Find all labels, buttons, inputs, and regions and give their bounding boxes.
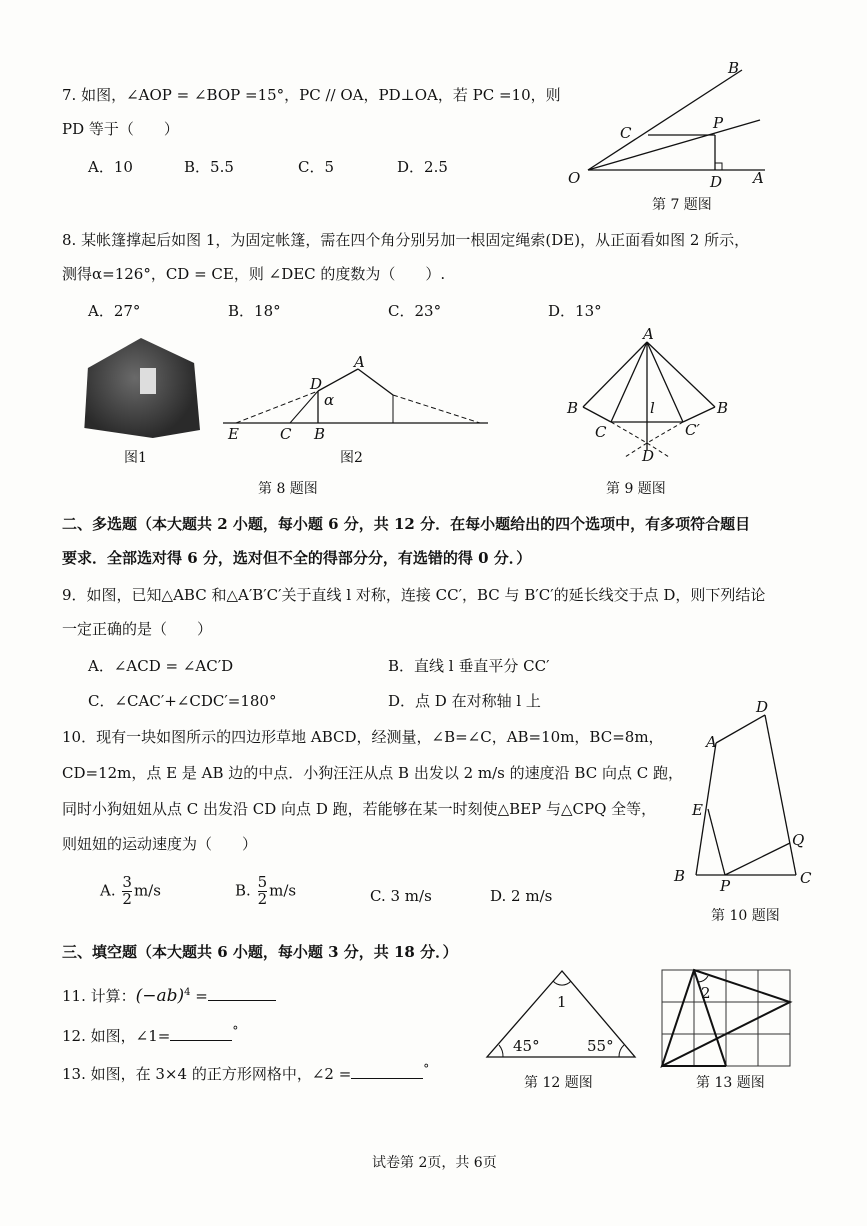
q13 bbox=[62, 1062, 429, 1084]
q8-option-d[interactable]: D．13° bbox=[548, 302, 602, 320]
q10-line3: 同时小狗妞妞从点 C 出发沿 CD 向点 D 跑，若能够在某一时刻使△BEP 与△CPQ 全等， bbox=[62, 800, 657, 818]
q7-label-b: B bbox=[728, 59, 740, 77]
q12-angle-45-label: 45° bbox=[513, 1037, 540, 1055]
q10-label-p: P bbox=[720, 877, 731, 895]
q8-fig2-figure bbox=[218, 355, 493, 445]
q9-option-b[interactable]: B．直线 l 垂直平分 CC′ bbox=[388, 657, 550, 675]
q7-label-p: P bbox=[713, 114, 724, 132]
q7-caption: 第 7 题图 bbox=[652, 197, 712, 213]
q12 bbox=[62, 1024, 238, 1046]
q13-grid-figure bbox=[660, 968, 795, 1068]
q12-answer-blank[interactable] bbox=[170, 1040, 232, 1041]
q10-label-a: A bbox=[706, 733, 717, 751]
q12-degree: ° bbox=[232, 1024, 239, 1038]
q8-option-b[interactable]: B．18° bbox=[228, 302, 281, 320]
q10-figure bbox=[670, 695, 820, 895]
q8-caption: 第 8 题图 bbox=[258, 481, 318, 497]
q13-prefix: 13. 如图，在 3×4 的正方形网格中，∠2 = bbox=[62, 1065, 352, 1083]
q11-answer-blank[interactable] bbox=[208, 1000, 276, 1001]
q10-line1: 10．现有一块如图所示的四边形草地 ABCD，经测量，∠B=∠C，AB=10m，BC=8m， bbox=[62, 728, 664, 746]
q10-label-e: E bbox=[692, 801, 703, 819]
q7-label-d: D bbox=[710, 173, 723, 191]
q10-option-a-den: 2 bbox=[122, 889, 132, 908]
q7-line1: 7. 如图，∠AOP = ∠BOP =15°，PC // OA，PD⊥OA，若 PC =10，则 bbox=[62, 86, 561, 104]
q10-option-c[interactable]: C. 3 m/s bbox=[370, 887, 432, 905]
q10-option-b[interactable] bbox=[235, 875, 296, 908]
q8-line1: 8. 某帐篷撑起后如图 1，为固定帐篷，需在四个角分别另加一根固定绳索(DE)，从正面看如图 2 所示， bbox=[62, 231, 750, 249]
q9-line2: 一定正确的是（ ） bbox=[62, 620, 213, 638]
q10-line4: 则妞妞的运动速度为（ ） bbox=[62, 835, 258, 853]
q10-option-b-fraction bbox=[258, 875, 268, 908]
q9-line1: 9．如图，已知△ABC 和△A′B′C′关于直线 l 对称，连接 CC′，BC 与 B′C′的延长线交于点 D，则下列结论 bbox=[62, 586, 766, 604]
q9-label-b-prime: B bbox=[717, 399, 729, 417]
section2-line1: 二、多选题（本大题共 2 小题，每小题 6 分，共 12 分．在每小题给出的四个选项中，有多项符合题目 bbox=[62, 515, 751, 533]
q11-expression: (−ab) bbox=[135, 986, 185, 1006]
q7-option-c[interactable]: C．5 bbox=[298, 158, 335, 176]
q11-prefix: 11. 计算： bbox=[62, 987, 136, 1005]
q8-fig1-caption: 图1 bbox=[124, 450, 147, 466]
q9-caption: 第 9 题图 bbox=[606, 481, 666, 497]
q10-option-a-num: 3 bbox=[122, 873, 132, 891]
q12-figure bbox=[485, 965, 640, 1065]
q7-option-a[interactable]: A．10 bbox=[88, 158, 133, 176]
q9-option-d[interactable]: D．点 D 在对称轴 l 上 bbox=[388, 692, 541, 710]
q11 bbox=[62, 985, 276, 1006]
q9-label-c: C bbox=[595, 423, 607, 441]
q9-label-b: B bbox=[567, 399, 579, 417]
q9-figure bbox=[565, 325, 740, 465]
q7-label-o: O bbox=[568, 169, 581, 187]
q10-label-b: B bbox=[674, 867, 686, 885]
q11-exponent: 4 bbox=[184, 987, 191, 998]
q10-option-b-prefix: B. bbox=[235, 881, 251, 900]
q10-label-c: C bbox=[800, 869, 812, 887]
q9-option-a[interactable]: A．∠ACD = ∠AC′D bbox=[88, 657, 234, 675]
q8-option-c[interactable]: C．23° bbox=[388, 302, 442, 320]
q9-label-d: D bbox=[642, 447, 655, 465]
q8-label-c: C bbox=[280, 425, 292, 443]
q13-answer-blank[interactable] bbox=[351, 1078, 423, 1079]
q10-option-a[interactable] bbox=[100, 875, 161, 908]
page-footer: 试卷第 2页，共 6页 bbox=[372, 1155, 497, 1171]
q10-option-b-den: 2 bbox=[257, 889, 268, 908]
q7-figure bbox=[560, 55, 780, 200]
q10-option-d[interactable]: D. 2 m/s bbox=[490, 887, 553, 905]
q12-prefix: 12. 如图，∠1= bbox=[62, 1027, 171, 1045]
q12-angle-55-label: 55° bbox=[587, 1037, 614, 1055]
q8-label-alpha: α bbox=[324, 391, 335, 409]
q12-angle-1-label: 1 bbox=[557, 993, 567, 1011]
q10-option-b-num: 5 bbox=[257, 873, 268, 891]
q7-label-c: C bbox=[620, 124, 632, 142]
q8-fig2-caption: 图2 bbox=[340, 450, 363, 466]
q10-option-b-unit: m/s bbox=[269, 881, 297, 900]
q13-caption: 第 13 题图 bbox=[696, 1075, 765, 1091]
q8-label-d: D bbox=[310, 375, 323, 393]
q8-label-b: B bbox=[314, 425, 326, 443]
q10-label-d: D bbox=[756, 698, 769, 716]
q12-caption: 第 12 题图 bbox=[524, 1075, 593, 1091]
q9-label-c-prime: C′ bbox=[685, 421, 700, 439]
q7-label-a: A bbox=[753, 169, 764, 187]
q8-option-a[interactable]: A．27° bbox=[88, 302, 141, 320]
q10-option-a-prefix: A. bbox=[100, 881, 116, 900]
tent-door bbox=[140, 368, 156, 394]
q9-label-a: A bbox=[643, 325, 654, 343]
q10-caption: 第 10 题图 bbox=[711, 908, 780, 924]
q7-option-d[interactable]: D．2.5 bbox=[397, 158, 448, 176]
q7-option-b[interactable]: B．5.5 bbox=[184, 158, 234, 176]
q10-option-a-unit: m/s bbox=[133, 881, 161, 900]
q9-option-c[interactable]: C．∠CAC′+∠CDC′=180° bbox=[88, 692, 277, 710]
section3-title: 三、填空题（本大题共 6 小题，每小题 3 分，共 18 分．） bbox=[62, 943, 458, 961]
q11-equals: = bbox=[190, 987, 208, 1005]
q7-line2: PD 等于（ ） bbox=[62, 120, 179, 138]
q13-angle-2-label: 2 bbox=[701, 984, 711, 1002]
q8-label-a: A bbox=[354, 353, 365, 371]
q8-label-e: E bbox=[228, 425, 239, 443]
q10-label-q: Q bbox=[792, 831, 805, 849]
section2-line2: 要求．全部选对得 6 分，选对但不全的得部分分，有选错的得 0 分．） bbox=[62, 549, 532, 567]
q10-option-a-fraction bbox=[122, 875, 132, 908]
q10-line2: CD=12m，点 E 是 AB 边的中点．小狗汪汪从点 B 出发以 2 m/s 的速度沿 BC 向点 C 跑， bbox=[62, 764, 683, 782]
q8-line2: 测得α=126°，CD = CE，则 ∠DEC 的度数为（ ）. bbox=[62, 265, 446, 283]
q13-degree: ° bbox=[423, 1062, 430, 1076]
q9-label-l: l bbox=[650, 399, 655, 417]
